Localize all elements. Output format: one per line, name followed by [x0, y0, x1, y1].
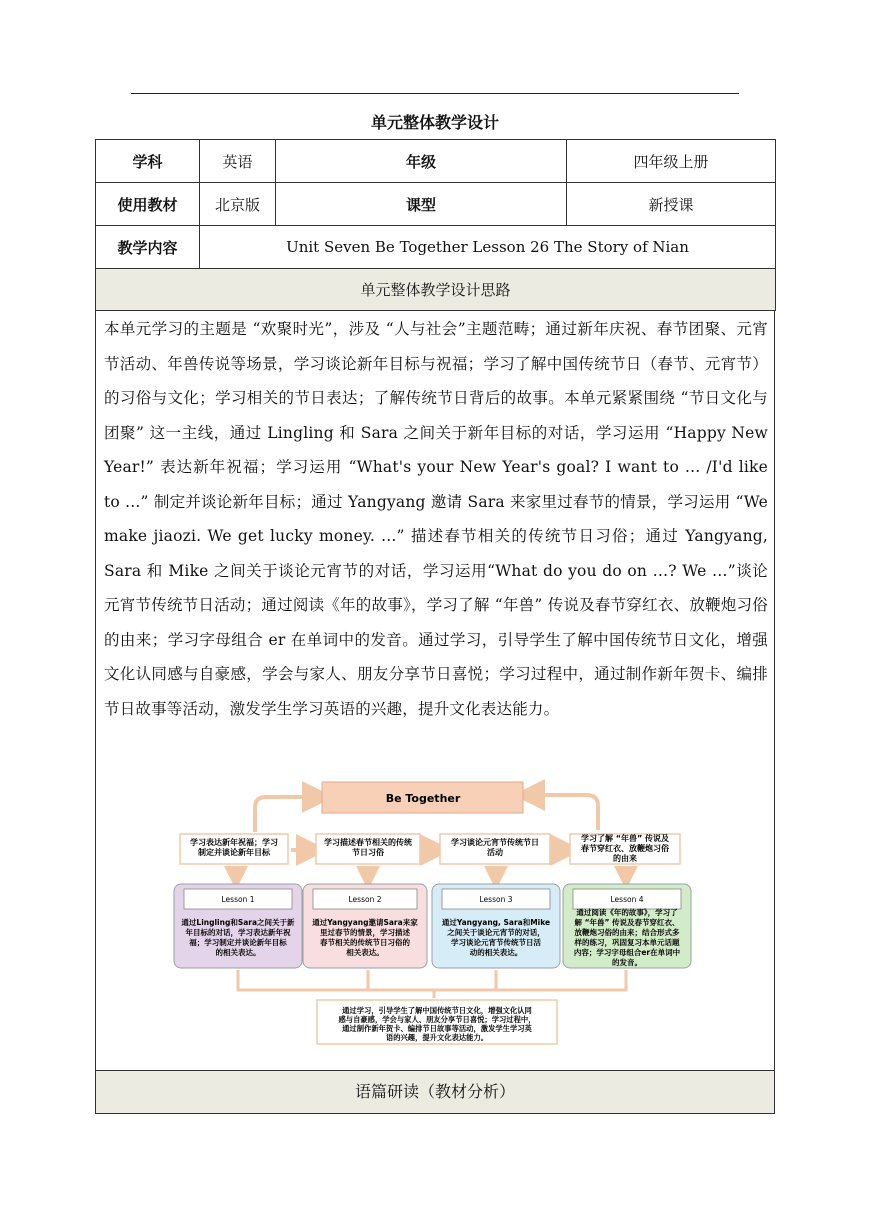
design-paragraph: 本单元学习的主题是 “欢聚时光”，涉及 “人与社会”主题范畴；通过新年庆祝、春节团聚、元宵节活动、年兽传说等场景，学习谈论新年目标与祝福；学习了解中国传统节日（春节、元宵节）的习俗与文化；学习相关的节日表达；了解传统节日背后的故事。本单元紧紧围绕 “节日文化与团聚” 这一主线，通过 Lingling 和 Sara 之间关于新年目标的对话，学习运用 “Happy New Year!” 表达新年祝福；学习运用 “What's your New Year's goal? I want to ... /I'd like to ...” 制定并谈论新年目标；通过 Yangyang 邀请 Sara 来家里过春节的情景，学习运用 “We make jiaozi. We get lucky money. ...” 描述春节相关的传统节日习俗；通过 Yangyang, Sara 和 Mike 之间关于谈论元宵节的对话，学习运用“What do you do on …? We …”谈论元宵节传统节日活动；通过阅读《年的故事》，学习了解 “年兽” 传说及春节穿红衣、放鞭炮习俗的由来；学习字母组合 er 在单词中的发音。通过学习，引导学生了解中国传统节日文化，增强文化认同感与自豪感，学会与家人、朋友分享节日喜悦；学习过程中，通过制作新年贺卡、编排节日故事等活动，激发学生学习英语的兴趣，提升文化表达能力。 [104, 320, 768, 718]
goal-4-line-1: 学习了解 “年兽” 传说及 [580, 834, 670, 843]
lesson-title-1: Lesson 1 [221, 895, 255, 904]
summary-line-4: 语的兴趣，提升文化表达能力。 [385, 1033, 489, 1042]
goal-4-line-2: 春节穿红衣、放鞭炮习俗 [581, 844, 669, 853]
goal-1-line-1: 学习表达新年祝福；学习 [190, 838, 278, 847]
grade-label: 年级 [276, 140, 567, 183]
lesson-3-line-2: 之间关于谈论元宵节的对话， [447, 928, 545, 937]
summary-line-2: 感与自豪感，学会与家人、朋友分享节日喜悦；学习过程中， [338, 1015, 536, 1024]
lesson-type-value: 新授课 [567, 183, 776, 226]
textbook-value: 北京版 [200, 183, 276, 226]
summary-line-1: 通过学习，引导学生了解中国传统节日文化，增强文化认同 [342, 1006, 532, 1015]
subject-label: 学科 [96, 140, 200, 183]
summary-line-3: 通过制作新年贺卡、编排节日故事等活动，激发学生学习英 [342, 1024, 532, 1033]
lesson-2-line-2: 里过春节的情景，学习描述 [320, 928, 410, 937]
lesson-1-line-4: 的相关表达。 [215, 948, 261, 957]
goal-2-line-2: 节日习俗 [352, 848, 384, 857]
goal-3-line-1: 学习谈论元宵节传统节日 [451, 838, 539, 847]
bracket-connector [238, 970, 626, 998]
lesson-2-line-3: 春节相关的传统节日习俗的 [320, 938, 410, 947]
root-label: Be Together [385, 792, 461, 805]
lesson-3-line-4: 动的相关表达。 [469, 948, 523, 957]
lesson-4-line-4: 样的练习，巩固复习本单元话题 [574, 938, 680, 947]
content-value: Unit Seven Be Together Lesson 26 The Story of Nian [200, 226, 776, 269]
lesson-4-line-2: 解 “年兽” 传说及春节穿红衣、 [574, 918, 680, 927]
lesson-title-3: Lesson 3 [479, 895, 513, 904]
subject-value: 英语 [200, 140, 276, 183]
textbook-label: 使用教材 [96, 183, 200, 226]
lesson-4-line-3: 放鞭炮习俗的由来；结合形式多 [574, 928, 680, 937]
lesson-2-line-4: 相关表达。 [346, 948, 384, 957]
lesson-4-line-5: 内容；学习字母组合er在单词中 [573, 948, 681, 957]
section-design-heading: 单元整体教学设计思路 [96, 269, 776, 311]
section-reading-heading: 语篇研读（教材分析） [95, 1070, 775, 1114]
lesson-2-line-1: 通过Yangyang邀请Sara来家 [312, 918, 418, 927]
goal-2-line-1: 学习描述春节相关的传统 [324, 838, 412, 847]
lesson-3-line-3: 学习谈论元宵节传统节日活 [451, 938, 541, 947]
lesson-1-line-2: 年目标的对话，学习表达新年祝 [185, 928, 291, 937]
goal-4-line-3: 的由来 [613, 854, 637, 863]
lesson-type-label: 课型 [276, 183, 567, 226]
grade-value: 四年级上册 [567, 140, 776, 183]
lesson-1-line-3: 福；学习制定并谈论新年目标 [189, 938, 287, 947]
content-label: 教学内容 [96, 226, 200, 269]
arrow-goal1-root [255, 797, 318, 832]
goal-3-line-2: 活动 [487, 848, 503, 857]
arrow-goal4-root [529, 795, 598, 830]
lesson-title-2: Lesson 2 [348, 895, 382, 904]
lesson-title-4: Lesson 4 [610, 895, 644, 904]
lesson-4-line-1: 通过阅读《年的故事》，学习了 [576, 908, 678, 917]
lesson-1-line-1: 通过Lingling和Sara之间关于新 [181, 918, 295, 927]
goal-1-line-2: 制定并谈论新年目标 [198, 848, 270, 857]
lesson-4-line-6: 的发音。 [612, 958, 642, 967]
document-title: 单元整体教学设计 [370, 113, 499, 132]
lesson-3-line-1: 通过Yangyang, Sara和Mike [441, 918, 551, 927]
